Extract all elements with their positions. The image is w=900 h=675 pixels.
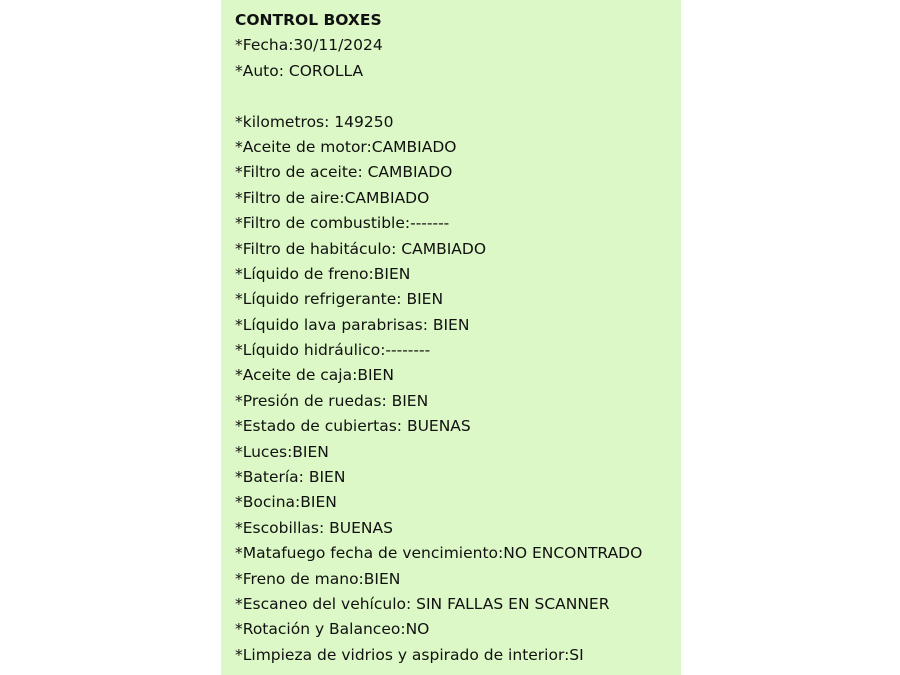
message-title: CONTROL BOXES: [235, 11, 382, 29]
message-line-cleaning: *Limpieza de vidrios y aspirado de interior:SI: [235, 645, 584, 664]
message-line-kilometers: *kilometros: 149250: [235, 112, 394, 131]
message-line-extinguisher: *Matafuego fecha de vencimiento:NO ENCONTRADO: [235, 544, 643, 563]
message-line-oil-filter: *Filtro de aceite: CAMBIADO: [235, 163, 453, 182]
message-line-brake-fluid: *Líquido de freno:BIEN: [235, 264, 411, 283]
message-line-horn: *Bocina:BIEN: [235, 493, 337, 512]
message-line-hydraulic-fluid: *Líquido hidráulico:--------: [235, 341, 431, 360]
message-line-battery: *Batería: BIEN: [235, 468, 346, 487]
message-line-wipers: *Escobillas: BUENAS: [235, 518, 393, 537]
message-line-engine-oil: *Aceite de motor:CAMBIADO: [235, 137, 457, 156]
message-line-air-filter: *Filtro de aire:CAMBIADO: [235, 188, 430, 207]
message-line-car: *Auto: COROLLA: [235, 61, 364, 80]
message-line-handbrake: *Freno de mano:BIEN: [235, 569, 401, 588]
message-line-coolant: *Líquido refrigerante: BIEN: [235, 290, 444, 309]
message-line-cabin-filter: *Filtro de habitáculo: CAMBIADO: [235, 239, 487, 258]
message-line-date: *Fecha:30/11/2024: [235, 36, 383, 55]
message-blank-line: [235, 84, 681, 109]
message-line-tire-pressure: *Presión de ruedas: BIEN: [235, 391, 429, 410]
message-line-scanner: *Escaneo del vehículo: SIN FALLAS EN SCANNER: [235, 594, 610, 613]
message-line-fuel-filter: *Filtro de combustible:-------: [235, 214, 450, 233]
message-line-gearbox-oil: *Aceite de caja:BIEN: [235, 366, 394, 385]
message-line-rotation-balance: *Rotación y Balanceo:NO: [235, 620, 430, 639]
chat-message-bubble[interactable]: [221, 0, 681, 675]
message-line-washer-fluid: *Líquido lava parabrisas: BIEN: [235, 315, 470, 334]
message-line-tire-condition: *Estado de cubiertas: BUENAS: [235, 417, 471, 436]
message-line-lights: *Luces:BIEN: [235, 442, 329, 461]
